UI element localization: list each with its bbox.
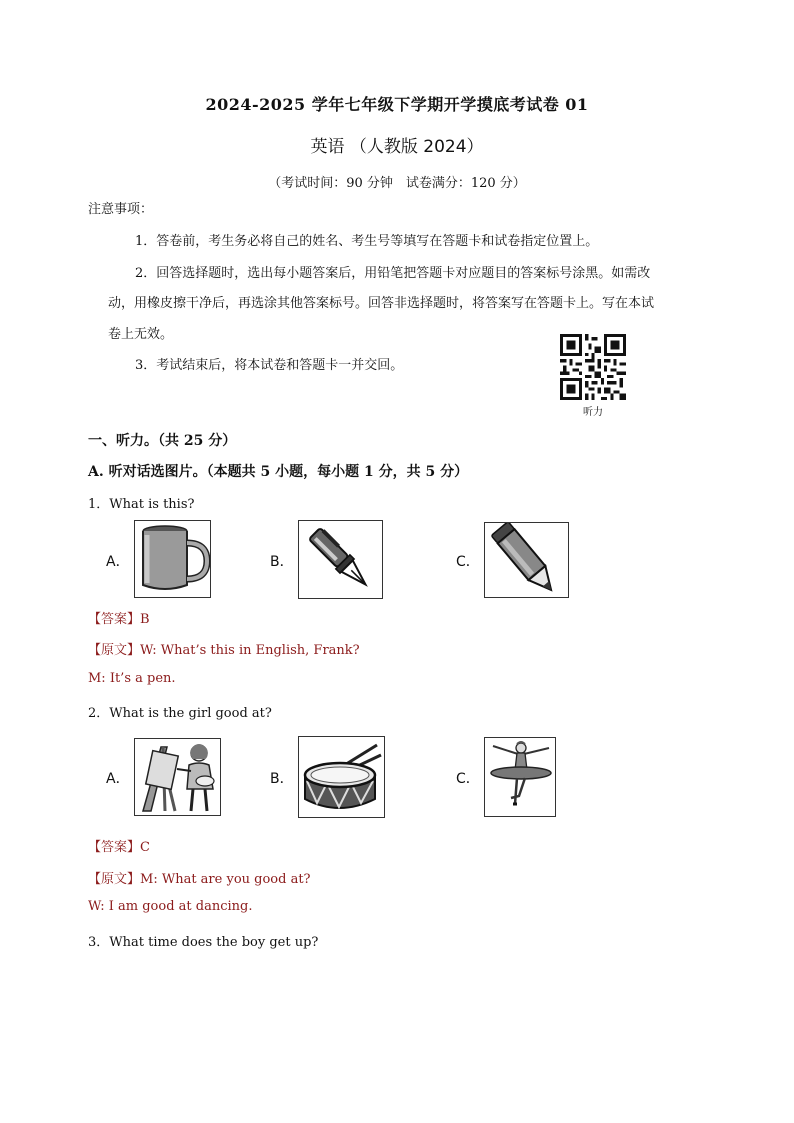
q1-option-b-label: B． <box>270 554 294 570</box>
q2-script-line-1 <box>88 868 311 887</box>
q2-option-c-label: C． <box>456 771 480 787</box>
q2-option-a-image[interactable] <box>134 738 221 816</box>
notice-item-1: 1．答卷前，考生务必将自己的姓名、考生号等填写在答题卡和试卷指定位置上。 <box>135 234 599 249</box>
q1-answer-value: B <box>140 612 150 627</box>
q1-option-a-label: A． <box>106 554 130 570</box>
exam-subtitle: 英语 （人教版 2024） <box>310 137 484 157</box>
q1-option-c-image[interactable] <box>484 522 569 598</box>
qr-label: 听力 <box>583 407 603 418</box>
q2-answer-tag: 【答案】 <box>88 840 141 855</box>
q1-option-b-image[interactable] <box>298 520 383 599</box>
section-part-a: A. 听对话选图片。（本题共 5 小题，每小题 1 分，共 5 分） <box>88 464 469 480</box>
notice-item-3: 3．考试结束后，将本试卷和答题卡一并交回。 <box>135 358 404 373</box>
question-3-stem: 3．What time does the boy get up? <box>88 935 319 950</box>
drum-icon <box>299 737 384 817</box>
girl-painting-icon <box>135 739 220 815</box>
q2-option-b-label: B． <box>270 771 294 787</box>
q2-answer-line <box>88 836 150 855</box>
q1-answer-line <box>88 608 150 627</box>
q1-script-text-1: W: What’s this in English, Frank? <box>140 643 360 658</box>
section-title: 一、听力。（共 25 分） <box>88 433 237 449</box>
exam-info: （考试时间：90 分钟 试卷满分：120 分） <box>268 176 526 191</box>
mug-icon <box>135 521 210 597</box>
q2-option-b-image[interactable] <box>298 736 385 818</box>
pencil-icon <box>485 523 568 597</box>
q1-script-line-1 <box>88 639 360 658</box>
q2-script-line-2: W: I am good at dancing. <box>88 899 253 914</box>
q2-option-a-label: A． <box>106 771 130 787</box>
notice-item-2-line-1: 2．回答选择题时，选出每小题答案后，用铅笔把答题卡对应题目的答案标号涂黑。如需改 <box>135 266 651 281</box>
q1-script-tag: 【原文】 <box>88 643 141 658</box>
q2-option-c-image[interactable] <box>484 737 556 817</box>
notice-item-2-line-2: 动，用橡皮擦干净后，再选涂其他答案标号。回答非选择题时，将答案写在答题卡上。写在本试 <box>108 296 655 311</box>
q1-script-line-2: M: It’s a pen. <box>88 671 176 686</box>
q1-option-a-image[interactable] <box>134 520 211 598</box>
notice-item-2-line-3: 卷上无效。 <box>108 327 174 342</box>
notice-heading: 注意事项： <box>88 202 154 217</box>
q1-answer-tag: 【答案】 <box>88 612 141 627</box>
ballet-dancer-icon <box>485 738 555 816</box>
fountain-pen-icon <box>299 521 382 598</box>
question-1-stem: 1．What is this? <box>88 497 195 512</box>
exam-title: 2024-2025 学年七年级下学期开学摸底考试卷 01 <box>205 95 589 114</box>
question-2-stem: 2．What is the girl good at? <box>88 706 272 721</box>
qr-code-icon <box>560 334 626 400</box>
q2-script-text-1: M: What are you good at? <box>140 872 311 887</box>
q2-script-tag: 【原文】 <box>88 872 141 887</box>
q1-option-c-label: C． <box>456 554 480 570</box>
q2-answer-value: C <box>140 840 150 855</box>
